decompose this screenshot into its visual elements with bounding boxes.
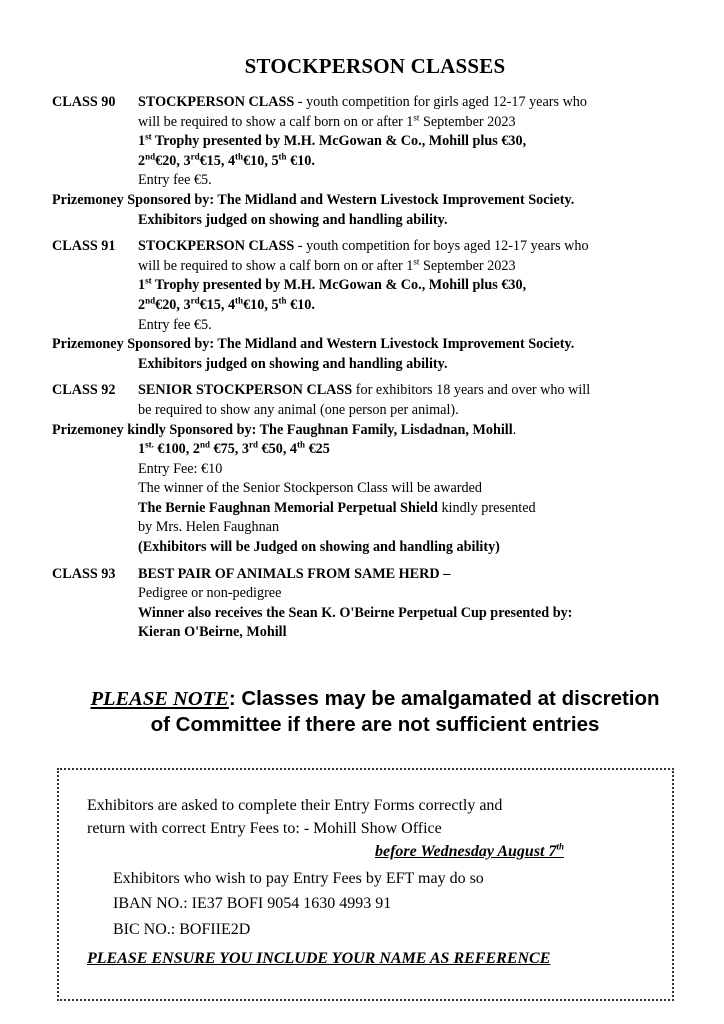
class-91-sponsor: Prizemoney Sponsored by: The Midland and Western Livestock Improvement Society.	[52, 336, 575, 353]
deadline: before Wednesday August 7th	[375, 841, 564, 860]
class-90-name: STOCKPERSON CLASS	[138, 94, 295, 110]
class-92-section	[52, 381, 702, 557]
class-92-desc-2: be required to show any animal (one person per animal).	[138, 401, 459, 418]
class-93-label: CLASS 93	[52, 565, 116, 582]
iban-number: IBAN NO.: IE37 BOFI 9054 1630 4993 91	[113, 895, 392, 912]
class-90-calf-line: will be required to show a calf born on or after 1st September 2023	[138, 111, 516, 130]
class-90-label: CLASS 90	[52, 94, 116, 110]
class-92-fee: Entry Fee: €10	[138, 460, 223, 477]
class-90-prizes: 2nd€20, 3rd€15, 4th€10, 5th €10.	[138, 151, 315, 169]
class-93-name: BEST PAIR OF ANIMALS FROM SAME HERD –	[138, 565, 451, 582]
page-title: STOCKPERSON CLASSES	[244, 54, 506, 78]
class-91-desc: - youth competition for boys aged 12-17 years who	[294, 238, 589, 255]
class-92-by: by Mrs. Helen Faughnan	[138, 519, 280, 536]
class-91-label: CLASS 91	[52, 238, 116, 255]
class-92-desc: for exhibitors 18 years and over who will	[352, 382, 591, 399]
class-92-label: CLASS 92	[52, 382, 116, 399]
classes-list	[52, 93, 702, 643]
eft-info: Exhibitors who wish to pay Entry Fees by EFT may do so	[113, 870, 484, 887]
class-93-pedigree: Pedigree or non-pedigree	[138, 585, 282, 602]
class-92-prizes: $1^{st.}$ €100, 2nd €75, 3rd €50, 4th €25	[138, 439, 330, 458]
class-91-trophy: 1st Trophy presented by M.H. McGowan & Co., Mohill plus €30,	[138, 275, 527, 294]
class-92-judged: (Exhibitors will be Judged on showing and handling ability)	[138, 539, 500, 556]
class-92-sponsor: Prizemoney kindly Sponsored by: The Faughnan Family, Lisdadnan, Mohill.	[52, 421, 517, 438]
class-90-trophy: 1st Trophy presented by M.H. McGowan & Co., Mohill plus €30,	[138, 131, 527, 150]
class-90-fee: Entry fee €5.	[138, 172, 212, 189]
reference-note: PLEASE ENSURE YOU INCLUDE YOUR NAME AS REFERENCE	[87, 950, 551, 967]
bic-number: BIC NO.: BOFIIE2D	[113, 921, 251, 938]
class-91-prizes: 2nd€20, 3rd€15, 4th€10, 5th €10.	[138, 295, 315, 313]
class-90-section	[52, 93, 702, 230]
please-note: PLEASE NOTE: Classes may be amalgamated at discretion of Committee if there are not sufficient entries	[90, 687, 660, 736]
class-92-name: SENIOR STOCKPERSON CLASS	[138, 382, 353, 399]
class-93-cup-presenter: Kieran O'Beirne, Mohill	[138, 624, 287, 641]
class-91-section	[52, 237, 702, 374]
box-line-1: Exhibitors are asked to complete their Entry Forms correctly and	[87, 797, 503, 814]
class-92-shield: The Bernie Faughnan Memorial Perpetual Shield kindly presented	[138, 499, 536, 516]
class-91-judged: Exhibitors judged on showing and handling ability.	[138, 355, 448, 372]
class-90-sponsor: Prizemoney Sponsored by: The Midland and Western Livestock Improvement Society.	[52, 191, 575, 208]
entry-info-box	[57, 768, 674, 1001]
please-note-label: PLEASE NOTE	[90, 688, 229, 710]
class-93-section	[52, 565, 702, 643]
class-90-judged: Exhibitors judged on showing and handling ability.	[138, 211, 448, 228]
class-91-fee: Entry fee €5.	[138, 316, 212, 333]
class-91-name: STOCKPERSON CLASS	[138, 238, 295, 255]
class-91-calf-line: will be required to show a calf born on or after 1st September 2023	[138, 256, 516, 274]
class-93-cup: Winner also receives the Sean K. O'Beirne Perpetual Cup presented by:	[138, 604, 573, 621]
box-line-2: return with correct Entry Fees to: - Mohill Show Office	[87, 820, 442, 837]
class-90-desc: - youth competition for girls aged 12-17 years who	[294, 94, 587, 110]
class-92-winner: The winner of the Senior Stockperson Class will be awarded	[138, 480, 482, 497]
